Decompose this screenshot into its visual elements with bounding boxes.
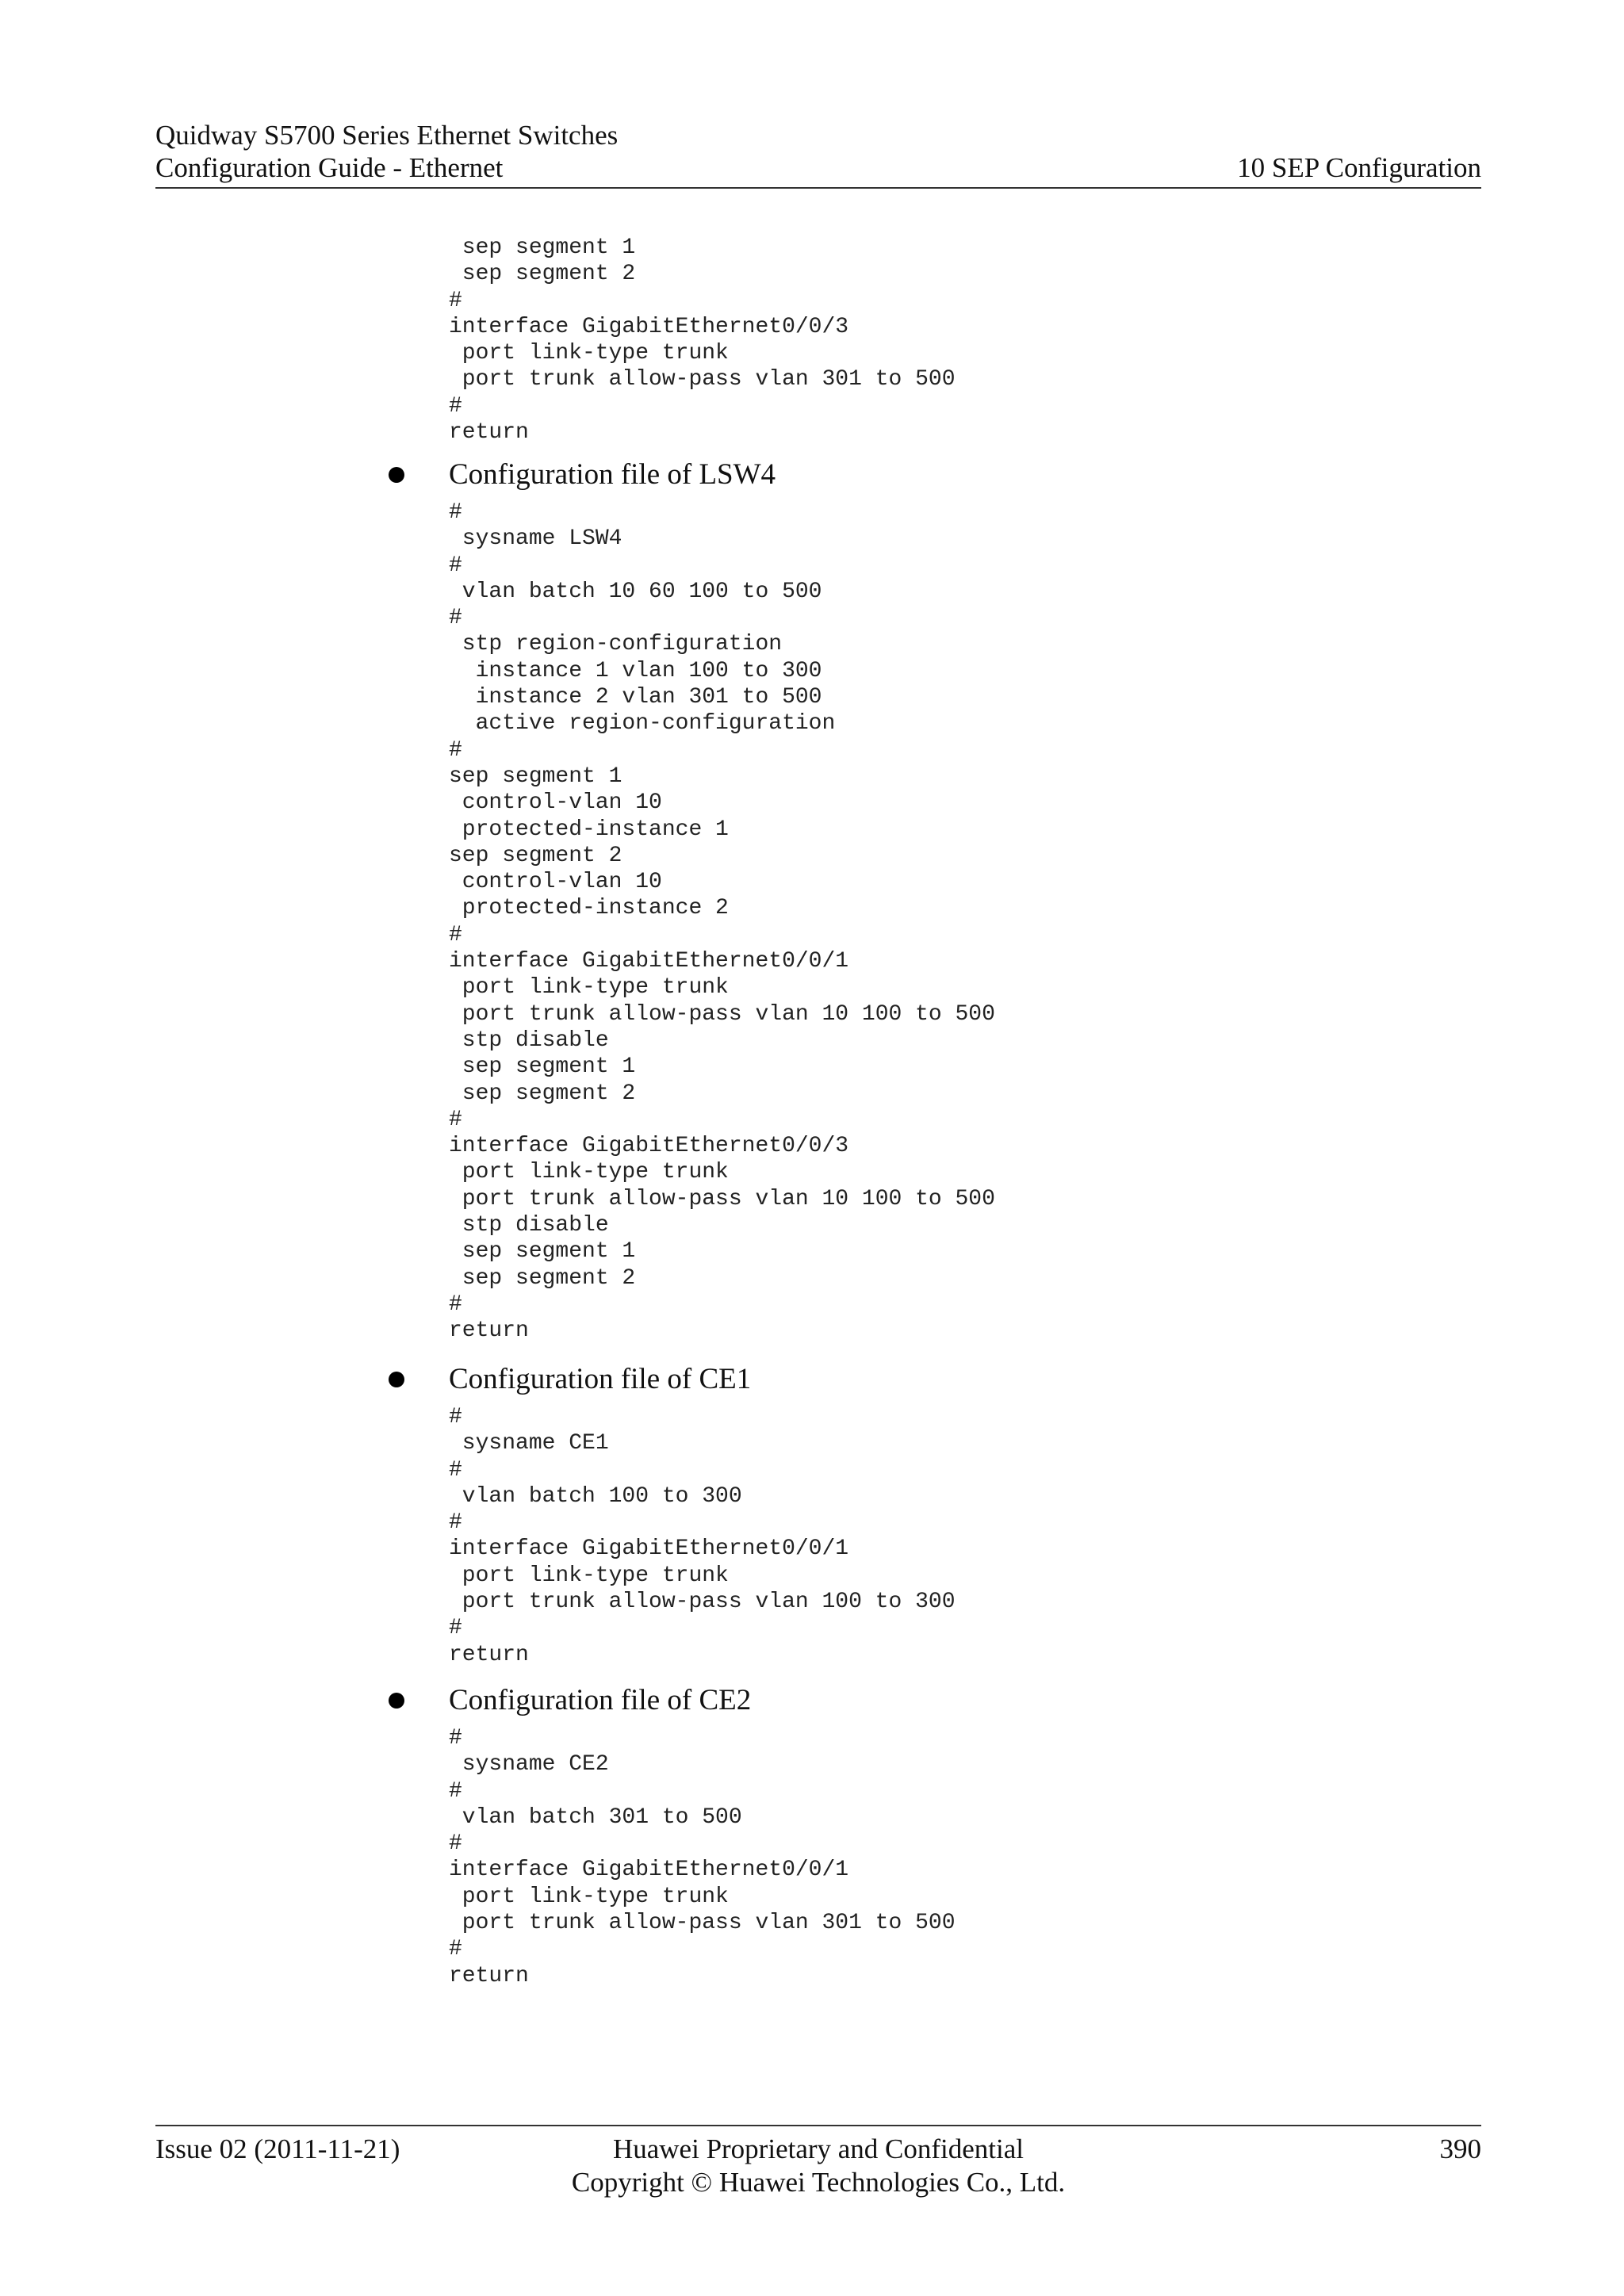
- bullet-icon: [389, 467, 404, 483]
- issue-date: Issue 02 (2011-11-21): [155, 2133, 400, 2164]
- copyright-notice: Copyright © Huawei Technologies Co., Ltd.: [571, 2167, 1066, 2198]
- section-title: Configuration file of CE2: [449, 1684, 752, 1716]
- chapter-title: 10 SEP Configuration: [1237, 152, 1481, 183]
- bullet-icon: [389, 1372, 404, 1387]
- code-block-lsw3-tail: sep segment 1 sep segment 2 # interface GigabitEthernet0/0/3 port link-type trunk port trunk allow-pass vlan 301 to 500 # return: [449, 235, 956, 446]
- page-footer: [155, 2125, 1481, 2198]
- product-title: Quidway S5700 Series Ethernet Switches: [155, 120, 619, 151]
- section-title: Configuration file of LSW4: [449, 458, 776, 491]
- code-block-ce1: # sysname CE1 # vlan batch 100 to 300 # interface GigabitEthernet0/0/1 port link-type trunk port trunk allow-pass vlan 100 to 300 # return: [449, 1405, 956, 1667]
- section-title: Configuration file of CE1: [449, 1363, 752, 1395]
- page-number: 390: [1439, 2133, 1481, 2164]
- footer-center: [155, 2133, 1481, 2199]
- guide-title: Configuration Guide - Ethernet: [155, 152, 504, 183]
- proprietary-notice: Huawei Proprietary and Confidential: [612, 2133, 1025, 2164]
- code-block-ce2: # sysname CE2 # vlan batch 301 to 500 # interface GigabitEthernet0/0/1 port link-type trunk port trunk allow-pass vlan 301 to 500 # return: [449, 1726, 956, 1988]
- bullet-icon: [389, 1693, 404, 1709]
- code-block-lsw4: # sysname LSW4 # vlan batch 10 60 100 to 500 # stp region-configuration instance 1 vlan 100 to 300 instance 2 vlan 301 to 500 active region-configuration # sep segment 1 control-vlan 10 protected-instance 1 sep segment 2 control-vlan 10 protected-instance 2 # interface GigabitEthernet0/0/1 port link-type trunk port trunk allow-pass vlan 10 100 to 500 stp disable sep segment 1 sep segment 2 # interface GigabitEthernet0/0/3 port link-type trunk port trunk allow-pass vlan 10 100 to 500 stp disable sep segment 1 sep segment 2 # return: [449, 500, 995, 1344]
- page-header: [155, 117, 1481, 189]
